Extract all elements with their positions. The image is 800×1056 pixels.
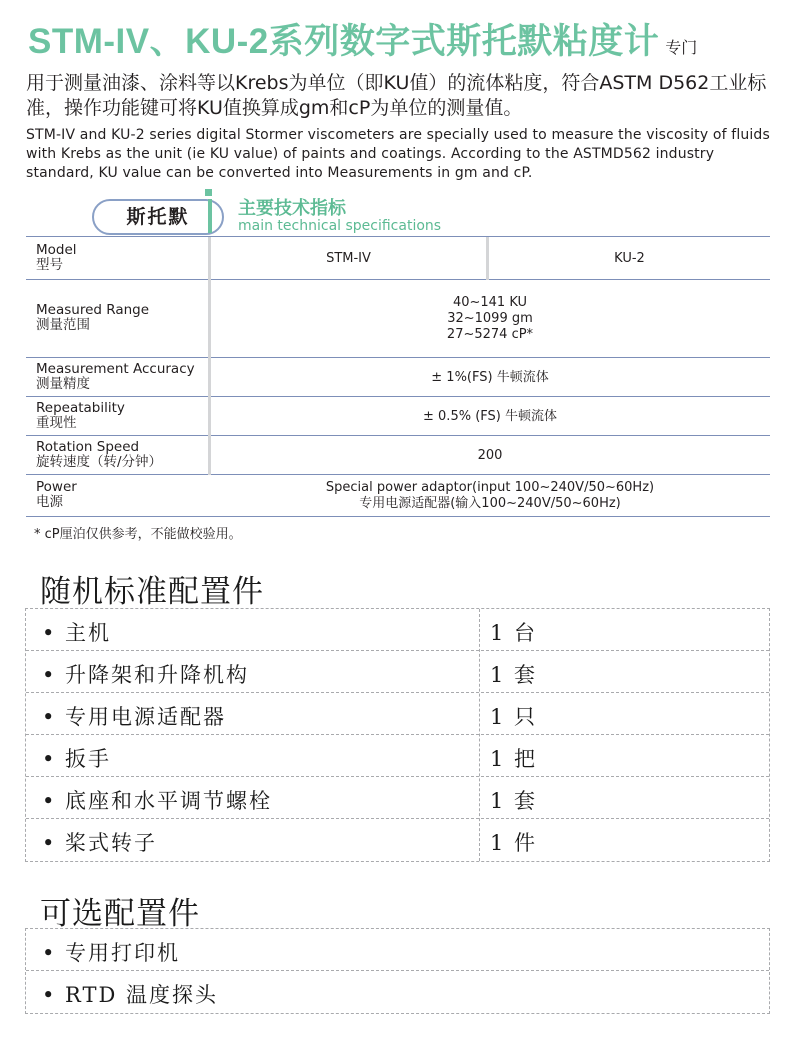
optional-accessories-heading: 可选配置件 [40, 896, 200, 932]
title-tag: 专门 [665, 38, 698, 57]
power-value: Special power adaptor(input 100~240V/50~60Hz) 专用电源适配器(输入100~240V/50~60Hz) [325, 480, 655, 511]
brand-badge [92, 199, 224, 235]
list-item: • 升降架和升降机构 1 套 [26, 651, 769, 693]
description-zh: 用于测量油漆、涂料等以Krebs为单位（即KU值）的流体粘度，符合ASTM D562工业标准，操作功能键可将KU值换算成gm和cP为单位的测量值。 [26, 72, 767, 119]
accent-bar [208, 199, 212, 233]
list-item: • 底座和水平调节螺栓 1 套 [26, 777, 769, 819]
spec-row-repeatability [26, 397, 770, 436]
spec-label: Measurement Accuracy 测量精度 [36, 361, 195, 392]
range-values: 40~141 KU 32~1099 gm 27~5274 cP* [446, 295, 534, 342]
list-item: • 桨式转子 1 件 [42, 831, 538, 855]
page-header [28, 14, 697, 64]
list-item: • 专用电源适配器 1 只 [26, 693, 769, 735]
optional-accessories-table [25, 928, 770, 1014]
list-item: • 专用打印机 [26, 929, 769, 971]
page-title: STM-IV、KU-2系列数字式斯托默粘度计 [28, 22, 660, 61]
spec-row-power [26, 475, 770, 517]
accuracy-value: ± 1%(FS) 牛顿流体 [431, 370, 549, 385]
standard-accessories-heading: 随机标准配置件 [40, 574, 264, 610]
spec-label: Repeatability 重现性 [36, 400, 125, 431]
description-en: STM-IV and KU-2 series digital Stormer viscometers are specially used to measure the viscosity of fluids with Krebs as the unit (ie KU value) of paints and coatings. According to the ASTMD562 industry standard, KU value can be converted into Measurements in gm and cP. [26, 127, 770, 181]
accent-square [205, 189, 212, 196]
spec-label: Rotation Speed 旋转速度（转/分钟） [36, 439, 163, 470]
model-ku: KU-2 [614, 251, 645, 266]
list-item: • RTD 温度探头 [42, 983, 219, 1007]
spec-label: Measured Range 测量范围 [36, 302, 150, 333]
spec-row-range [26, 280, 770, 358]
spec-title-en: main technical specifications [238, 218, 442, 234]
footnote: * cP厘泊仅供参考，不能做校验用。 [34, 527, 242, 542]
spec-row-accuracy [26, 358, 770, 397]
list-item: • 主机 1 台 [26, 609, 769, 651]
spec-title-zh: 主要技术指标 [238, 198, 346, 219]
standard-accessories-table [25, 608, 770, 862]
model-stm: STM-IV [326, 251, 371, 266]
list-item: • 扳手 1 把 [26, 735, 769, 777]
spec-label: Model 型号 [36, 242, 77, 273]
spec-row-model [26, 237, 770, 280]
spec-table [26, 237, 770, 517]
repeatability-value: ± 0.5% (FS) 牛顿流体 [423, 409, 557, 424]
spec-row-speed [26, 436, 770, 475]
speed-value: 200 [477, 448, 503, 463]
brand-badge-label: 斯托默 [126, 206, 190, 228]
spec-label: Power 电源 [36, 479, 77, 510]
